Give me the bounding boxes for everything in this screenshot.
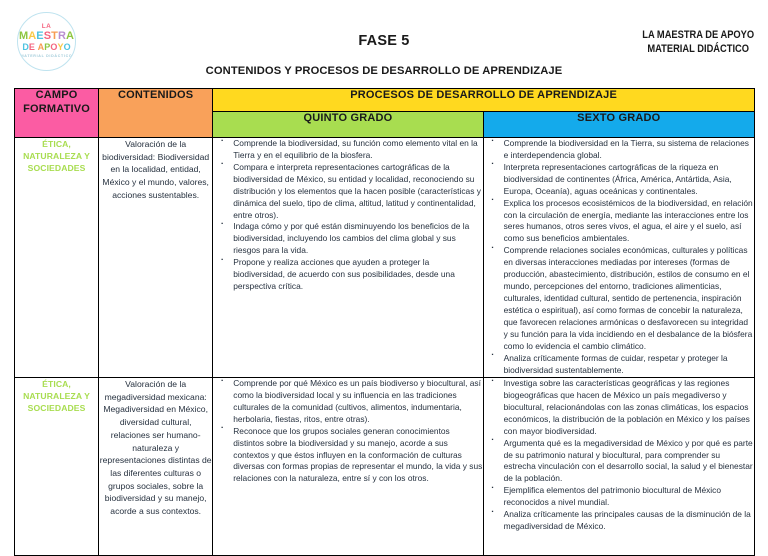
header-campo-formativo-line1: CAMPO [35,89,78,101]
cell-contenido: Valoración de la biodiversidad: Biodiversidad en la localidad, entidad, México y el mundo, valores, acciones sustentables. [99,138,213,378]
logo-line-1: LA [41,23,52,31]
brand-line-2: MATERIAL DIDÁCTICO [647,43,749,56]
header-sexto-grado: SEXTO GRADO [483,112,754,138]
list-item: ▪ Interpreta representaciones cartográficas de la riqueza en biodiversidad de continentes (África, América, Antártida, Asia, Europa, Oceanía), aguas oceánicas y continentales. [484,162,754,198]
list-item: ▪ Comprende la biodiversidad en la Tierra, su sistema de relaciones e interdependencia global. [484,138,754,162]
list-item: ▪ Investiga sobre las características geográficas y las regiones biogeográficas que hacen de México un país megadiverso y biocultural, relacionándolas con las zonas climáticas, los espacios económicos, la distribución de la población en México y los países con mayor biodiversidad. [484,378,754,438]
list-item: ▪ Argumenta qué es la megadiversidad de México y por qué es parte de su patrimonio natural y biocultural, para comprender su estrecha vinculación con el desarrollo social, la salud y el bienestar de la población. [484,438,754,486]
logo-line-2: MAESTRA [18,30,75,43]
curriculum-table-wrapper [14,88,755,556]
cell-campo-formativo: ÉTICA, NATURALEZA Y SOCIEDADES [15,378,99,556]
header-campo-formativo-line2: FORMATIVO [23,102,91,115]
logo-line-3: DE APOYO [22,42,71,53]
list-item: ▪ Propone y realiza acciones que ayuden a proteger la biodiversidad, de acuerdo con sus posibilidades, desde una perspectiva crítica. [213,257,482,293]
list-item: ▪ Analiza críticamente las principales causas de la disminución de la megadiversidad de México. [484,509,754,533]
page-header [0,0,768,88]
cell-sexto-grado [483,138,754,378]
brand-line-1: LA MAESTRA DE APOYO [642,29,754,41]
cell-sexto-grado [483,378,754,556]
quinto-bullet-list [213,138,482,293]
curriculum-table [14,88,755,556]
list-item: ▪ Indaga cómo y por qué están disminuyendo los beneficios de la biodiversidad, incluyendo los cambios del clima global y sus riesgos para la vida. [213,221,482,257]
list-item: ▪ Comprende relaciones sociales económicas, culturales y políticas en diversas interacciones mediadas por intereses (formas de producción, abastecimiento, distribución, estilos de consumo en el mundo, percepciones del entorno, tradiciones alimenticias, culturales, identidad cultural, sentido de pertenencia, inspiración estética o espiritual), así como formas de concebir la naturaleza, que favorecen relaciones armónicas o desfavorecen su integridad y su función para la vida incidiendo en el desbalance de la biósfera como lo evidencia el cambio climático. [484,245,754,352]
brand-watermark [642,28,754,57]
header-row-top [15,89,755,112]
list-item: ▪ Compara e interpreta representaciones cartográficas de la biodiversidad de México, su entidad y localidad, reconociendo su distribución y los elementos que la hacen posible (características y dinámica del suelo, tipo de clima, altitud, latitud y continentalidad, entre otros). [213,162,482,222]
sexto-bullet-list [484,138,754,376]
cell-quinto-grado [213,378,483,556]
list-item: ▪ Ejemplifica elementos del patrimonio biocultural de México reconocidos a nivel mundial. [484,485,754,509]
page-title: FASE 5 [358,33,410,49]
header-procesos: PROCESOS DE DESARROLLO DE APRENDIZAJE [213,89,755,112]
list-item: ▪ Explica los procesos ecosistémicos de la biodiversidad, en relación con la circulación de energía, mediante las interacciones entre los seres humanos, otros seres vivos, el agua, el aire y el suelo, así como sus beneficios ambientales. [484,198,754,246]
list-item: ▪ Reconoce que los grupos sociales generan conocimientos distintos sobre la biodiversidad y su manejo, acorde a sus contextos y que éstos influyen en la conformación de culturas diversas con formas propias de representar el mundo, la vida y sus relaciones con la naturaleza, entre sí y con los otros. [213,426,482,486]
list-item: ▪ Analiza críticamente formas de cuidar, respetar y proteger la biodiversidad sustentablemente. [484,353,754,377]
list-item: ▪ Comprende por qué México es un país biodiverso y biocultural, así como la biodiversidad local y su influencia en las tradiciones culturales de la comunidad (cultivos, alimentos, indumentaria, herbolaria, fiestas, ritos, entre otras). [213,378,482,426]
quinto-bullet-list [213,378,482,485]
sexto-bullet-list [484,378,754,533]
header-campo-formativo [15,89,99,138]
cell-quinto-grado [213,138,483,378]
table-head [15,89,755,138]
cell-campo-formativo: ÉTICA, NATURALEZA Y SOCIEDADES [15,138,99,378]
table-row [15,138,755,378]
table-body [15,138,755,556]
cell-contenido: Valoración de la megadiversidad mexicana: Megadiversidad en México, diversidad cultural, relaciones ser humano-naturaleza y representaciones distintas de las diferentes culturas o grupos sociales, sobre la biodiversidad y su manejo, acorde a sus contextos. [99,378,213,556]
list-item: ▪ Comprende la biodiversidad, su función como elemento vital en la Tierra y en el equilibrio de la biosfera. [213,138,482,162]
header-quinto-grado: QUINTO GRADO [213,112,483,138]
table-row [15,378,755,556]
header-contenidos: CONTENIDOS [99,89,213,138]
logo-line-4: MATERIAL DIDÁCTICO [20,53,73,58]
page-subtitle: CONTENIDOS Y PROCESOS DE DESARROLLO DE APRENDIZAJE [205,65,563,77]
